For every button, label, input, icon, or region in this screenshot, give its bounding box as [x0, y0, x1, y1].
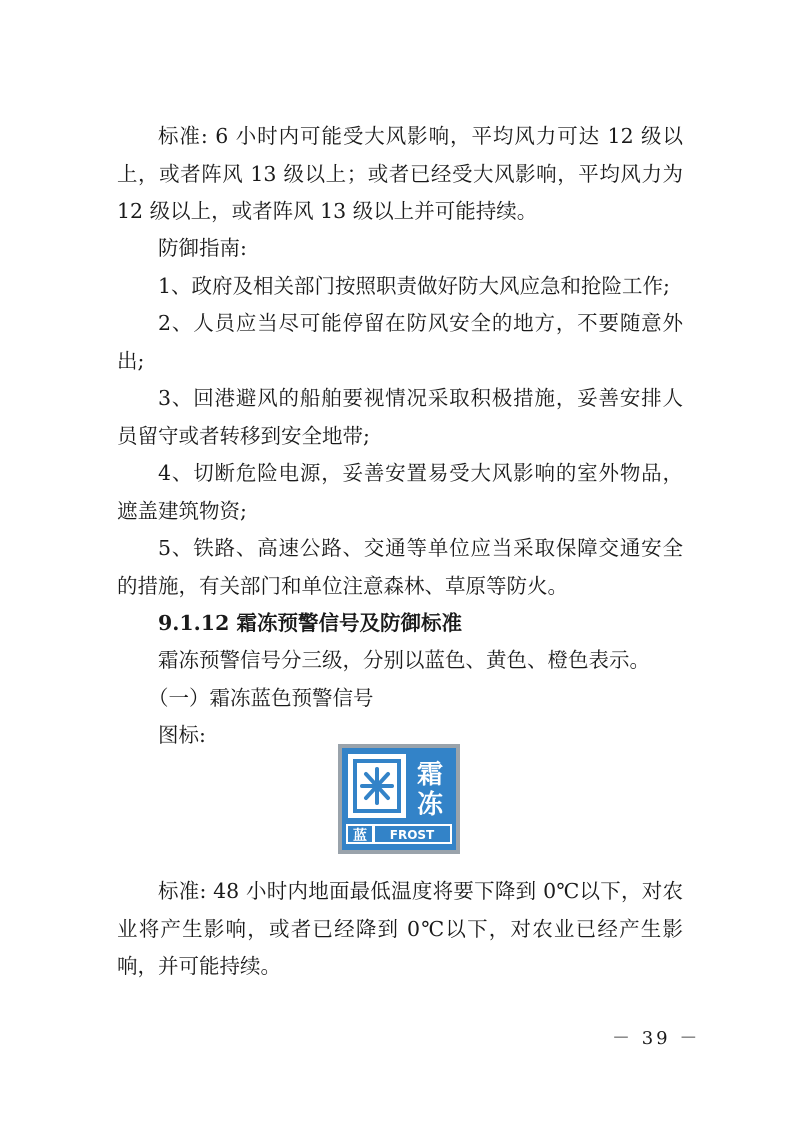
icon-level-label: 蓝: [353, 828, 367, 844]
paragraph-guide-item-2: 2、人员应当尽可能停留在防风安全的地方，不要随意外出;: [117, 311, 683, 373]
paragraph-frost-levels: 霜冻预警信号分三级，分别以蓝色、黄色、橙色表示。: [158, 648, 650, 672]
icon-title-top: 霜: [416, 760, 444, 790]
page-number: － 39 －: [612, 1028, 701, 1049]
paragraph-guide-item-3: 3、回港避风的船舶要视情况采取积极措施，妥善安排人员留守或者转移到安全地带;: [117, 386, 683, 448]
frost-blue-warning-icon: [338, 744, 460, 854]
icon-title-bottom: 冻: [416, 790, 444, 820]
paragraph-guide-item-5: 5、铁路、高速公路、交通等单位应当采取保障交通安全的措施，有关部门和单位注意森林、草原等防火。: [117, 536, 683, 598]
paragraph-standard-wind: 标准: 6 小时内可能受大风影响，平均风力可达 12 级以上，或者阵风 13 级以上；或者已经受大风影响，平均风力为 12 级以上，或者阵风 13 级以上并可能持续。: [117, 124, 683, 223]
subheading-frost-blue: （一）霜冻蓝色预警信号: [148, 686, 374, 710]
snowflake-icon: [362, 769, 392, 803]
paragraph-standard-frost: 标准: 48 小时内地面最低温度将要下降到 0℃以下，对农业将产生影响，或者已经降到 0℃以下，对农业已经产生影响，并可能持续。: [117, 879, 683, 978]
paragraph-guide-item-1: 1、政府及相关部门按照职责做好防大风应急和抢险工作;: [158, 274, 670, 298]
paragraph-icon-label: 图标:: [158, 723, 206, 747]
paragraph-guide-item-4: 4、切断危险电源，妥善安置易受大风影响的室外物品，遮盖建筑物资;: [117, 461, 683, 523]
section-heading-frost: 9.1.12 霜冻预警信号及防御标准: [158, 611, 462, 635]
paragraph-defense-guide-label: 防御指南:: [158, 236, 247, 260]
icon-frost-label: FROST: [389, 828, 435, 842]
